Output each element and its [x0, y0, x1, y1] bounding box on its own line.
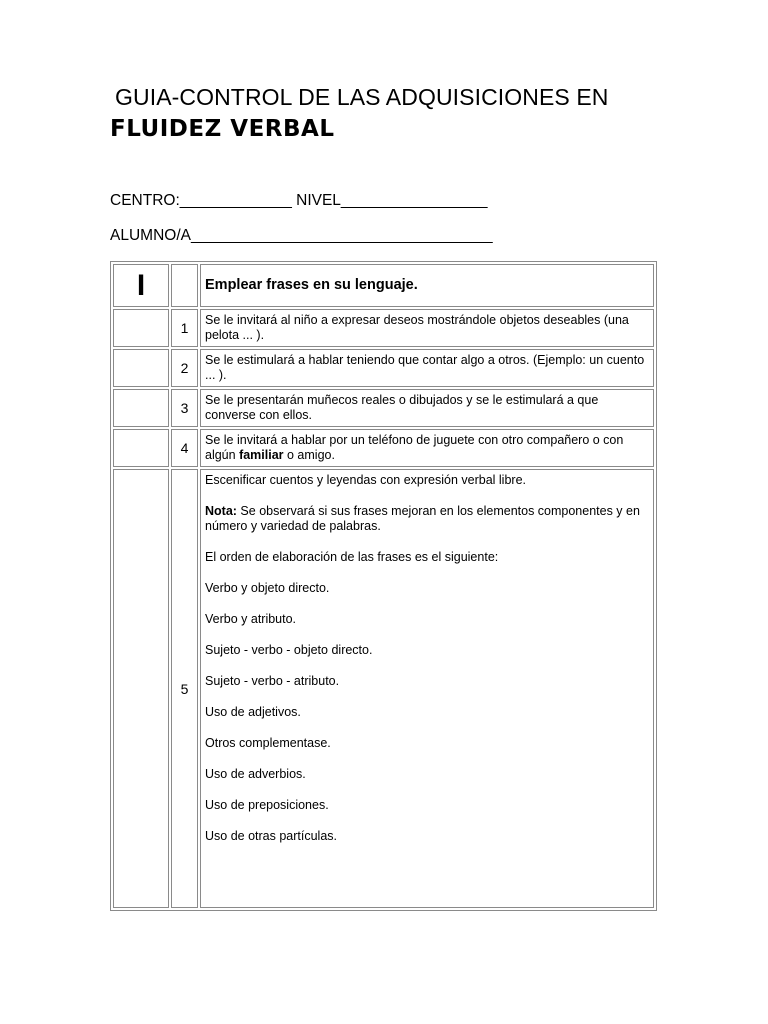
centro-nivel-field: CENTRO:_____________ NIVEL_________________ [110, 192, 488, 209]
list-item: Verbo y objeto directo. [205, 581, 330, 595]
item-number: 3 [171, 389, 198, 427]
empty-cell [113, 349, 169, 387]
item5-intro: Escenificar cuentos y leyendas con expresión verbal libre. [205, 473, 527, 487]
list-item: Uso de otras partículas. [205, 829, 338, 843]
item-number: 2 [171, 349, 198, 387]
empty-cell [113, 469, 169, 908]
list-item: Uso de preposiciones. [205, 798, 329, 812]
item-text: Se le presentarán muñecos reales o dibujados y se le estimulará a que converse con ellos. [200, 389, 654, 427]
item5-note [205, 504, 649, 534]
item-text: Se le invitará al niño a expresar deseos mostrándole objetos deseables (una pelota ... ). [200, 309, 654, 347]
table-row [113, 389, 654, 427]
item5-order-intro: El orden de elaboración de las frases es el siguiente: [205, 550, 499, 564]
document-title-line1: GUIA-CONTROL DE LAS ADQUISICIONES EN [115, 84, 609, 110]
empty-cell [113, 429, 169, 467]
list-item: Verbo y atributo. [205, 612, 297, 626]
note-text: Se observará si sus frases mejoran en los elementos componentes y en número y variedad de palabras. [205, 504, 640, 533]
item-number: 5 [171, 469, 198, 908]
note-label: Nota: [205, 504, 237, 518]
checklist-table [110, 261, 657, 911]
item-number: 4 [171, 429, 198, 467]
item-text [200, 429, 654, 467]
alumno-field: ALUMNO/A___________________________________ [110, 227, 493, 244]
table-row [113, 429, 654, 467]
empty-cell [171, 264, 198, 307]
item-number: 1 [171, 309, 198, 347]
list-item: Sujeto - verbo - objeto directo. [205, 643, 373, 657]
table-header-row [113, 264, 654, 307]
item5-content [200, 469, 654, 908]
empty-cell [113, 389, 169, 427]
list-item: Sujeto - verbo - atributo. [205, 674, 340, 688]
list-item: Uso de adjetivos. [205, 705, 301, 719]
table-row [113, 309, 654, 347]
empty-cell [113, 309, 169, 347]
item-text-part: o amigo. [283, 448, 335, 462]
table-row [113, 349, 654, 387]
document-title-line2: FLUIDEZ VERBAL [110, 116, 335, 142]
item-text-part: Se le invitará a hablar por un teléfono de juguete con otro compañero o con algún [205, 433, 624, 462]
item-text: Se le estimulará a hablar teniendo que contar algo a otros. (Ejemplo: un cuento ... ). [200, 349, 654, 387]
item-text-bold: familiar [239, 448, 284, 462]
list-item: Otros complementase. [205, 736, 331, 750]
table-row [113, 469, 654, 908]
list-item: Uso de adverbios. [205, 767, 306, 781]
section-heading: Emplear frases en su lenguaje. [200, 264, 654, 307]
section-numeral: I [113, 264, 169, 307]
